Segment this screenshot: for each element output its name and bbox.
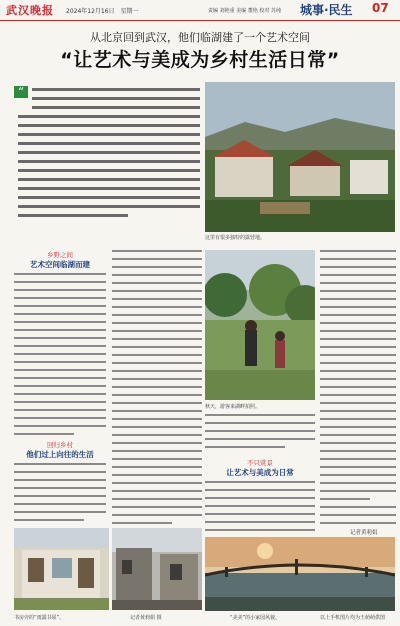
photo-autumn-visitors (205, 250, 315, 400)
caption-photographer: 记者黄莉娟 摄 (130, 615, 162, 621)
photo-lake-bridge (205, 537, 395, 611)
photo-book-house (14, 528, 109, 610)
subhead-2-kicker: 回归乡村 (47, 441, 73, 449)
subhead-3-title: 让艺术与美成为日常 (226, 468, 294, 477)
caption-book-house: 书房旁的“雨露书屋”。 (14, 615, 65, 621)
reporter-byline: 记者黄莉娟 (350, 530, 378, 536)
subhead-3-kicker: 不只赏景 (247, 459, 273, 467)
page-number: 07 (372, 1, 389, 15)
photo-village-street (112, 528, 202, 610)
subhead-2-title: 他们过上向往的生活 (26, 450, 94, 459)
quote-icon: “ (14, 86, 28, 98)
caption-autumn: 秋天，游客来湖畔拍照。 (205, 404, 261, 410)
editor-credits: 责编 刘艳重 美编 董艳 校对 苏纯 (208, 8, 281, 14)
photo-camp-lake (205, 82, 395, 232)
caption-photo-credit: 以上手机图片均为王萌萌供图 (320, 615, 386, 621)
caption-camp: 这里有很多独特的露营地。 (205, 235, 266, 241)
subhead-1-kicker: 乡野之间 (47, 251, 73, 259)
section-title: 城事·民生 (300, 3, 353, 17)
caption-bridge: “美美”的小家园风貌。 (230, 615, 281, 621)
subhead-1-title: 艺术空间临湖而建 (30, 260, 90, 269)
issue-date: 2024年12月16日 星期一 (66, 8, 139, 15)
article-headline: “让艺术与美成为乡村生活日常” (60, 49, 340, 71)
newspaper-logo: 武汉晚报 (6, 4, 54, 17)
article-kicker: 从北京回到武汉，他们临湖建了一个艺术空间 (90, 31, 310, 44)
